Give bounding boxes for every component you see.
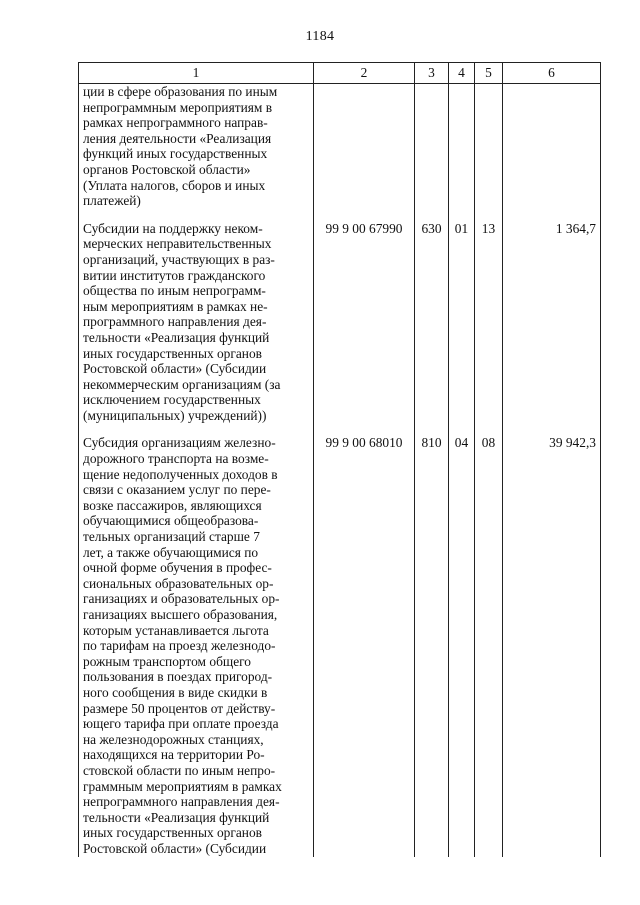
target-article-code: 99 9 00 68010 <box>314 435 415 856</box>
row-spacer <box>79 423 601 435</box>
table-header-row <box>79 63 601 84</box>
expense-type-code: 810 <box>415 435 449 856</box>
row-description: Субсидия организациям железно- дорожного транспорта на возме- щение недополученных доходов в связи с оказанием услуг по пере- возке пассажиров, являющихся обучающимися общеобразова- тельных организаций старше 7 лет, а также обучающимися по очной форме обучения в профес- сиональных образовательных ор- ганизациях и образовательных ор- ганизациях высшего образования, которым устанавливается льгота по тарифам на проезд железнодо- рожным транспортом общего пользования в поездах пригород- ного сообщения в виде скидки в размере 50 процентов от действу- ющего тарифа при оплате проезда на железнодорожных станциях, находящихся на территории Ро- стовской области по иным непро- граммным мероприятиям в рамках непрограммного направления дея- тельности «Реализация функций иных государственных органов Ростовской области» (Субсидии <box>79 435 314 856</box>
row-spacer <box>79 209 601 221</box>
row-description: ции в сфере образования по иным непрограммным мероприятиям в рамках непрограммного направ- ления деятельности «Реализация функций иных государственных органов Ростовской области» (Уплата налогов, сборов и иных платежей) <box>79 84 314 209</box>
budget-table <box>78 62 601 857</box>
column-header-1: 1 <box>79 63 314 84</box>
table-row <box>79 84 601 209</box>
table-row <box>79 221 601 424</box>
target-article-code <box>314 84 415 209</box>
subsection-code: 13 <box>475 221 503 424</box>
table-row <box>79 435 601 856</box>
amount: 1 364,7 <box>503 221 601 424</box>
section-code: 01 <box>449 221 475 424</box>
section-code <box>449 84 475 209</box>
target-article-code: 99 9 00 67990 <box>314 221 415 424</box>
column-header-5: 5 <box>475 63 503 84</box>
row-description: Субсидии на поддержку неком- мерческих неправительственных организаций, участвующих в раз- витии институтов гражданского общества по иным непрограмм- ным мероприятиям в рамках не- программного направления дея- тельности «Реализация функций иных государственных органов Ростовской области» (Субсидии некоммерческим организациям (за исключением государственных (муниципальных) учреждений)) <box>79 221 314 424</box>
expense-type-code: 630 <box>415 221 449 424</box>
expense-type-code <box>415 84 449 209</box>
amount: 39 942,3 <box>503 435 601 856</box>
column-header-3: 3 <box>415 63 449 84</box>
section-code: 04 <box>449 435 475 856</box>
amount <box>503 84 601 209</box>
column-header-6: 6 <box>503 63 601 84</box>
column-header-2: 2 <box>314 63 415 84</box>
column-header-4: 4 <box>449 63 475 84</box>
subsection-code: 08 <box>475 435 503 856</box>
page-number: 1184 <box>305 29 335 44</box>
subsection-code <box>475 84 503 209</box>
